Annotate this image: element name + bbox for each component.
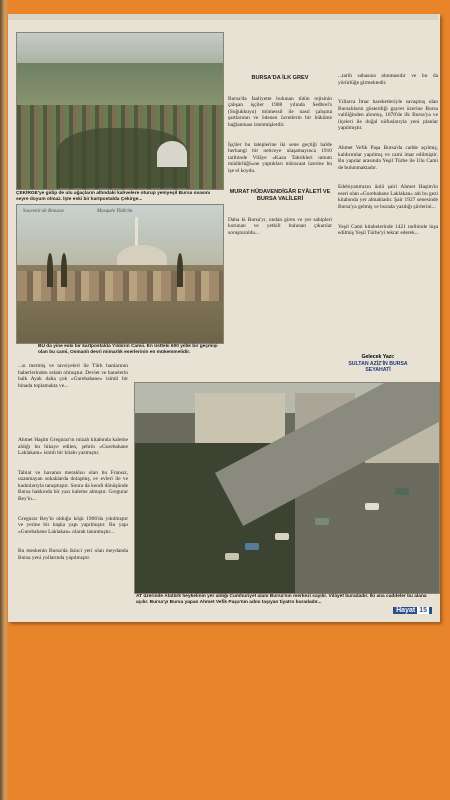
paragraph: İşçiler bu taleplerine iki sene geçtiği halde herhangi bir neticeye ulaşamayınca 1910 tarihinde Vilâye «Kaza Tahrikleri umum müdürlüğü»ne yaptıkları müracaat üzerine bu işe el koydu.	[228, 141, 334, 174]
cekirge-postcard-photo	[16, 32, 224, 190]
next-article-label: Gelecek Yazı:	[361, 354, 395, 360]
heading-province-governors: MURAT HÜDAVENDİGÂR EYÂLETİ VE BURSA VALİLERİ	[229, 189, 332, 202]
article-column-1	[228, 60, 332, 249]
next-article-box	[338, 354, 418, 374]
page-number: 15	[419, 607, 427, 614]
paragraph: Bursa'da faaliyette bulunan tütün rejisinin çalışan işçiler 1908 yılında Sedbrel's (Soğukkuyu) mümessil ile nasıl çalışma şartlarının ve ödenen ücretlerin bir hüküme bağlanması istenmişlerdir.	[228, 95, 334, 128]
magazine-page	[8, 14, 440, 622]
paragraph: Yeşil Cami kitabelerinde 1421 tarihinde inşa edilmiş Yeşil Türbe'yi tekrar ederek...	[338, 223, 440, 237]
magazine-name: Hayat	[396, 607, 416, 614]
yildirim-mosque-postcard-photo	[16, 204, 224, 344]
paragraph: Tabiat ve havanın meraklısı olan bu Fransız, uzanmayan sokaklarda dolaşmış, ev evleri ile ve kadınlarıyla tanışmıştır. Sonra da kendi dönüşünde Bursa hakkında bir yazı kaleme almıştır. Gregurar Bey'in...	[18, 469, 130, 503]
article-column-0	[18, 350, 128, 402]
paragraph: ...sı mermiş ve tavsiyeleri ile Türk hanlarının haberlerinden selam olmuştur. Devlet ve hanelerin halk Ayak daha çok «Gurebahane» isimli bir binada toplamakta ve...	[18, 363, 130, 389]
paragraph: Daha ki Bursa'yı, ondan giren ve yer sahipleri korunan ve yetkili bulunan çıkarılar soruşturuldu...	[228, 216, 334, 236]
paragraph: Ahmet Haşim Gregurar'ın mizah kitabında kaleme aldığı bu hikaye edilen, şehrin «Gurebahane Laklakanı» isimli bir kitabı yazmıştır.	[18, 437, 130, 457]
caption-cumhuriyet: AT üzerinde Atatürk heykelinin yer aldığı Cumhuriyet alanı Bursa'nın merkezi sayılır. Vilâyet buradadır. İki ana caddeler bu alana açılır. Bursa'yı Bursa yapan Ahmet Vefik Paşa'nın adını taşıyan tiyatro buradadır...	[136, 594, 427, 605]
binding-edge	[0, 0, 8, 800]
heading-first-strike: BURSA'DA İLK GREV	[251, 75, 309, 82]
paragraph: Bu meskenin Bursa'da ikinci yeri olan meydanda Bursa yeni yollarında yapılmıştır.	[18, 548, 130, 561]
paragraph: Ahmet Vefik Paşa Bursa'da cadde açılmış, kaldırımlar yapılmış ve cami imar edilmiştir. Bu yapılar arasında Yeşil Türbe ile Ulu Cami de bulunmaktadır.	[338, 145, 440, 171]
paragraph: Yıllarca İmar hareketleriyle savaşmış olan Bursalıların gösterdiği gayret üzerine Bursa valiliğinden alınmış, 1870'de ilk Bursa'ya ve ilçeleri ile doğal nüfuslarıyla yeni planlar yapılmıştır.	[338, 99, 440, 132]
postcard-label: Souvenir de Brousse	[23, 209, 64, 214]
caption-cekirge: ÇEKİRGE'ye gidip de ulu ağaçların altındaki kahvelere oturup yemyeşil Bursa ovasını seyre doyum olmaz. İşte eski bir kartpostalda Çekirge...	[16, 191, 211, 202]
caption-yildirim: BU da yine eski bir kartpostalda Yıldırım Camii. En üstteki 600 yıllık bir geçmişi olan bu cami, Osmanlı devri mimarlık eserlerinin en mükemmelidir.	[38, 344, 218, 355]
paragraph: Edebiyatımızın ünlü şairi Ahmet Haşim'in eseri olan «Gurebahane Laklakan» adı bu gezi kitabında yer almaktadır. Şair 1927 senesinde Bursa'ya gelmiş ve burada yazdığı şiirlerini...	[338, 184, 440, 211]
paragraph: Gregurar Bey'in olduğu köşk 1906'da yıkılmıştır ve yerine bir başka yapı yapılmıştır. Bu yapı «Gurebahane Laklakan» olarak tanınmıştır...	[18, 515, 130, 535]
next-article-title: SULTAN AZİZ'İN BURSA SEYAHATİ	[348, 360, 408, 373]
article-column-2	[338, 60, 438, 250]
postcard-label-2: Mosquée Yildirim	[97, 209, 133, 214]
article-column-0b	[18, 424, 128, 575]
cumhuriyet-square-photo	[134, 382, 440, 594]
paragraph: ...tarih sahasına alınmasıdır ve bu da yürürlüğe girmektedir.	[338, 73, 440, 86]
page-footer	[393, 607, 432, 614]
